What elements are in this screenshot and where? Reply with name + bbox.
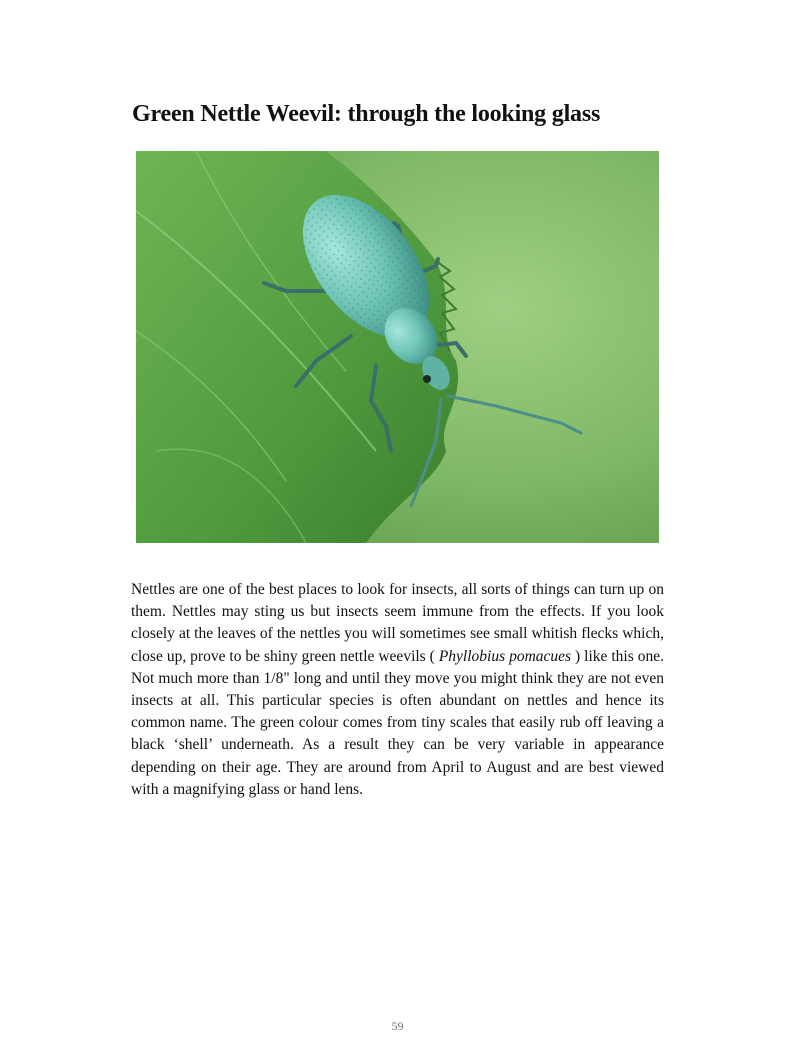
paragraph-part-2: ) like this one. Not much more than 1/8" long and until they move you might think they are not even insects at all. This particular species is often abundant on nettles and hence its common name. The green colour comes from tiny scales that easily rub off leaving a black ‘shell’ underneath. As a result they can be very variable in appearance depending on their age. They are around from April to August and are best viewed with a magnifying glass or hand lens. [131,647,664,798]
weevil-photo-illustration [136,151,659,543]
body-paragraph [131,579,664,801]
page-title: Green Nettle Weevil: through the looking glass [132,101,601,127]
weevil-photo [136,151,659,543]
page-number: 59 [391,1019,404,1033]
species-name: Phyllobius pomacues [438,647,572,665]
paragraph-part-1: Nettles are one of the best places to look for insects, all sorts of things can turn up on them. Nettles may sting us but insects seem immune from the effects. If you look closely at the leaves of the nettles you will sometimes see small whitish flecks which, close up, prove to be shiny green nettle weevils ( [131,581,664,665]
